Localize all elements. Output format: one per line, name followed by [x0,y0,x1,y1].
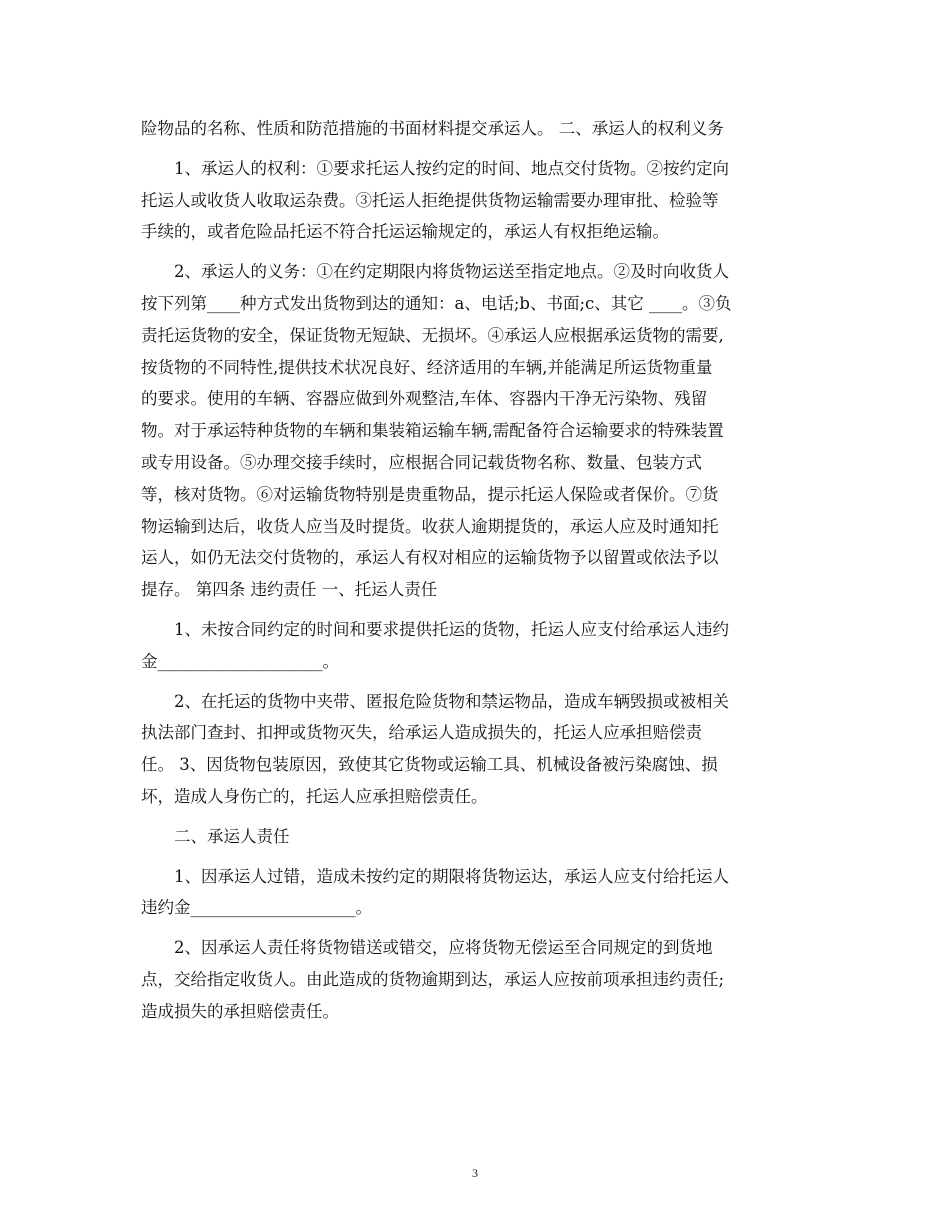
text-line: 托运人或收货人收取运杂费。③托运人拒绝提供货物运输需要办理审批、检验等 [141,190,719,210]
text-line: 2、因承运人责任将货物错送或错交，应将货物无偿运至合同规定的到货地 [174,938,713,958]
text-line: 提存。 第四条 违约责任 一、托运人责任 [141,580,438,600]
text-line: 1、因承运人过错，造成未按约定的期限将货物运达，承运人应支付给托运人 [174,866,729,886]
text-line: 坏，造成人身伤亡的，托运人应承担赔偿责任。 [141,786,488,806]
text-line: 的要求。使用的车辆、容器应做到外观整洁,车体、容器内干净无污染物、残留 [141,389,708,409]
paragraph-gap [141,853,811,861]
paragraph-gap [141,813,811,821]
paragraph-gap [141,678,811,686]
text-line: 1、承运人的权利：①要求托运人按约定的时间、地点交付货物。②按约定向 [174,158,729,178]
text-line: 1、未按合同约定的时间和要求提供托运的货物，托运人应支付给承运人违约 [174,619,729,639]
text-line: 物。对于承运特种货物的车辆和集装箱运输车辆,需配备符合运输要求的特殊装置 [141,421,724,441]
text-line: 或专用设备。⑤办理交接手续时，应根据合同记载货物名称、数量、包装方式 [141,452,702,472]
text-line: 2、在托运的货物中夹带、匿报危险货物和禁运物品，造成车辆毁损或被相关 [174,691,729,711]
paragraph-gap [141,924,811,932]
text-line: 金____________________。 [141,651,339,671]
text-line: 任。 3、因货物包装原因，致使其它货物或运输工具、机械设备被污染腐蚀、损 [141,755,718,775]
text-line: 2、承运人的义务：①在约定期限内将货物运送至指定地点。②及时向收货人 [174,262,729,282]
text-line: 责托运货物的安全，保证货物无短缺、无损坏。④承运人应根据承运货物的需要, [141,325,724,345]
paragraph-gap [141,248,811,256]
paragraph-gap [141,145,811,153]
text-line: 险物品的名称、性质和防范措施的书面材料提交承运人。 二、承运人的权利义务 [141,119,724,138]
text-line: 按下列第____种方式发出货物到达的通知：a、电话;b、书面;c、其它 ____。③负 [141,293,732,313]
text-line: 物运输到达后，收货人应当及时提货。收获人逾期提货的，承运人应及时通知托 [141,516,719,536]
text-line: 运人，如仍无法交付货物的，承运人有权对相应的运输货物予以留置或依法予以 [141,548,719,568]
body-text [141,113,811,1028]
text-line: 等，核对货物。⑥对运输货物特别是贵重物品，提示托运人保险或者保价。⑦货 [141,484,719,504]
paragraph-gap [141,606,811,614]
text-line: 执法部门查封、扣押或货物灭失，给承运人造成损失的，托运人应承担赔偿责 [141,723,702,743]
text-line: 手续的，或者危险品托运不符合托运运输规定的，承运人有权拒绝运输。 [141,222,669,242]
section-heading: 二、承运人责任 [174,826,290,846]
text-line: 造成损失的承担赔偿责任。 [141,1001,339,1021]
text-line: 按货物的不同特性,提供技术状况良好、经济适用的车辆,并能满足所运货物重量 [141,357,713,377]
text-line: 点，交给指定收货人。由此造成的货物逾期到达，承运人应按前项承担违约责任; [141,969,725,989]
text-line: 违约金____________________。 [141,898,372,918]
page-number: 3 [472,1166,478,1180]
